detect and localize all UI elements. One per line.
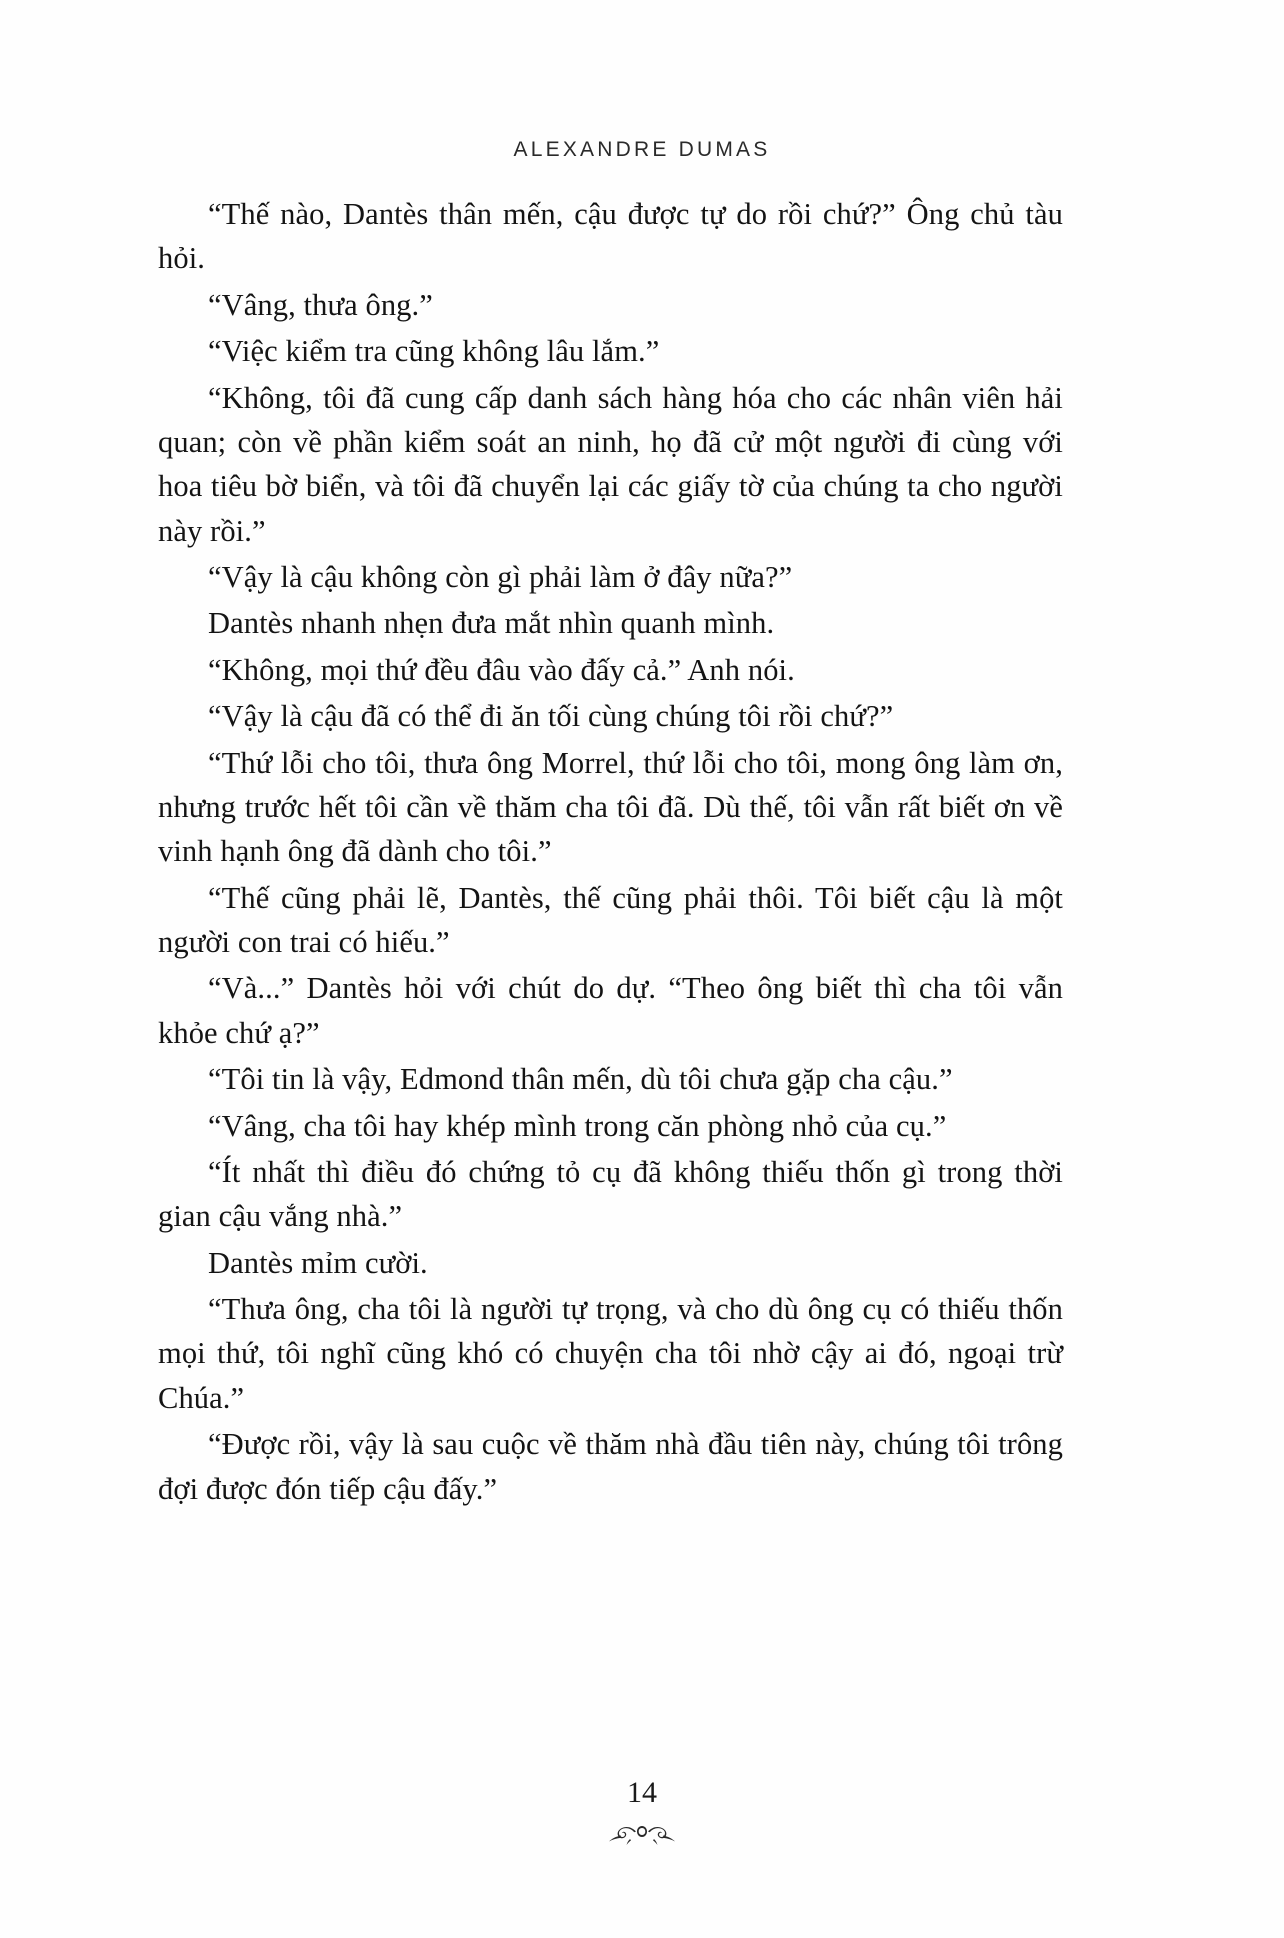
page-number: 14 <box>627 1776 657 1809</box>
body-text <box>158 192 1063 1513</box>
paragraph: “Vâng, cha tôi hay khép mình trong căn phòng nhỏ của cụ.” <box>208 1108 947 1143</box>
paragraph: “Tôi tin là vậy, Edmond thân mến, dù tôi chưa gặp cha cậu.” <box>208 1062 953 1097</box>
paragraph: “Thứ lỗi cho tôi, thưa ông Morrel, thứ lỗi cho tôi, mong ông làm ơn, nhưng trước hết tôi cần về thăm cha tôi đã. Dù thế, tôi vẫn rất biết ơn về vinh hạnh ông đã dành cho tôi.” <box>158 745 1063 869</box>
running-head: ALEXANDRE DUMAS <box>513 138 771 161</box>
floral-divider-icon <box>0 1822 1284 1850</box>
paragraph: Dantès nhanh nhẹn đưa mắt nhìn quanh mình. <box>208 606 775 641</box>
paragraph: “Không, tôi đã cung cấp danh sách hàng hóa cho các nhân viên hải quan; còn về phần kiểm soát an ninh, họ đã cử một người đi cùng với hoa tiêu bờ biển, và tôi đã chuyển lại các giấy tờ của chúng ta cho người này rồi.” <box>158 380 1063 548</box>
paragraph: “Vậy là cậu không còn gì phải làm ở đây nữa?” <box>208 560 793 594</box>
paragraph: “Được rồi, vậy là sau cuộc về thăm nhà đầu tiên này, chúng tôi trông đợi được đón tiếp cậu đấy.” <box>158 1427 1063 1506</box>
paragraph: “Và...” Dantès hỏi với chút do dự. “Theo ông biết thì cha tôi vẫn khỏe chứ ạ?” <box>158 971 1063 1050</box>
paragraph: “Thế cũng phải lẽ, Dantès, thế cũng phải thôi. Tôi biết cậu là một người con trai có hiếu.” <box>158 880 1063 959</box>
paragraph: “Không, mọi thứ đều đâu vào đấy cả.” Anh nói. <box>208 652 795 687</box>
paragraph: Dantès mỉm cười. <box>208 1245 428 1280</box>
paragraph: “Vâng, thưa ông.” <box>208 287 433 322</box>
paragraph: “Thế nào, Dantès thân mến, cậu được tự do rồi chứ?” Ông chủ tàu hỏi. <box>158 197 1063 276</box>
paragraph: “Việc kiểm tra cũng không lâu lắm.” <box>208 334 660 369</box>
paragraph: “Vậy là cậu đã có thể đi ăn tối cùng chúng tôi rồi chứ?” <box>208 699 894 734</box>
paragraph: “Ít nhất thì điều đó chứng tỏ cụ đã không thiếu thốn gì trong thời gian cậu vắng nhà.” <box>158 1154 1063 1234</box>
paragraph: “Thưa ông, cha tôi là người tự trọng, và cho dù ông cụ có thiếu thốn mọi thứ, tôi nghĩ cũng khó có chuyện cha tôi nhờ cậy ai đó, ngoại trừ Chúa.” <box>158 1292 1063 1415</box>
